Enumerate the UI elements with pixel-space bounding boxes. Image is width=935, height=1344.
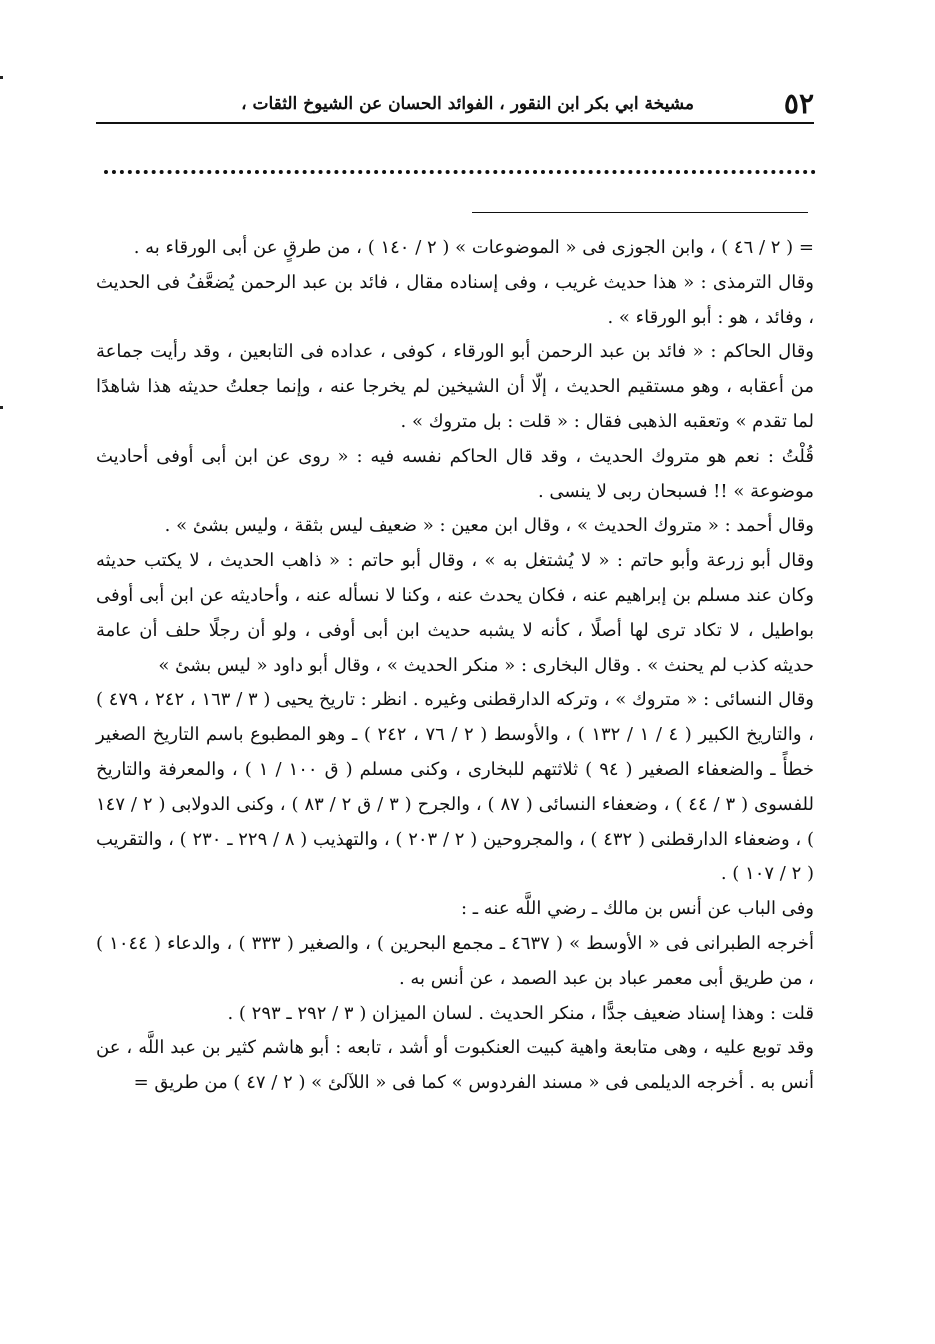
dotted-separator: [104, 170, 816, 174]
footnote-text: [96, 231, 814, 1101]
paragraph: وقال الترمذى : « هذا حديث غريب ، وفى إسناده مقال ، فائد بن عبد الرحمن يُضعَّفُ فى الحديث ، وفائد ، هو : أبو الورقاء » .: [96, 271, 814, 328]
page-header: [96, 86, 814, 122]
paragraph: أخرجه الطبرانى فى « الأوسط » ( ٤٦٣٧ ـ مجمع البحرين ) ، والصغير ( ٣٣٣ ) ، والدعاء ( ١٠٤٤ ) ، من طريق أبى معمر عباد بن عبد الصمد ، عن أنس به .: [96, 932, 814, 989]
scan-edge-mark: [0, 406, 3, 409]
page-number: ٥٢: [783, 87, 814, 120]
scan-edge-mark: [0, 76, 3, 79]
paragraph: وقد توبع عليه ، وهى متابعة واهية كبيت العنكبوت أو أشد ، تابعه : أبو هاشم كثير بن عبد اللَّه ، عن أنس به . أخرجه الديلمى فى « مسند الفردوس » كما فى « اللآلئ » ( ٢ / ٤٧ ) من طريق =: [96, 1037, 814, 1094]
paragraph: = ( ٢ / ٤٦ ) ، وابن الجوزى فى « الموضوعات » ( ٢ / ١٤٠ ) ، من طرقٍ عن أبى الورقاء به .: [133, 237, 814, 258]
paragraph: وفى الباب عن أنس بن مالك ـ رضي اللَّه عنه ـ :: [461, 898, 814, 920]
paragraph: وقال النسائى : « متروك » ، وتركه الدارقطنى وغيره . انظر : تاريخ يحيى ( ٣ / ١٦٣ ، ٢٤٢ ، ٤٧٩ ) ، والتاريخ الكبير ( ٤ / ١ / ١٣٢ ) ، والأوسط ( ٢ / ٧٦ ، ٢٤٢ ) ـ وهو المطبوع باسم التاريخ الصغير خطأً ـ والضعفاء الصغير ( ٩٤ ) ثلاثتهم للبخارى ، وكنى مسلم ( ق ١٠٠ / ١ ) ، والمعرفة والتاريخ للفسوى ( ٣ / ٤٤ ) ، وضعفاء النسائى ( ٨٧ ) ، والجرح ( ٣ / ق ٢ / ٨٣ ) ، وكنى الدولابى ( ٢ / ١٤٧ ) ، وضعفاء الدارقطنى ( ٤٣٢ ) ، والمجروحين ( ٢ / ٢٠٣ ) ، والتهذيب ( ٨ / ٢٢٩ ـ ٢٣٠ ) ، والتقريب ( ٢ / ١٠٧ ) .: [96, 689, 814, 885]
header-rule: [96, 122, 814, 124]
paragraph: وقال أحمد : « متروك الحديث » ، وقال ابن معين : « ضعيف ليس بثقة ، وليس بشئ » .: [164, 515, 814, 537]
running-title: مشيخة ابي بكر ابن النقور ، الفوائد الحسان عن الشيوخ الثقات ،: [241, 94, 694, 114]
paragraph: قلت : وهذا إسناد ضعيف جدًّا ، منكر الحديث . لسان الميزان ( ٣ / ٢٩٢ ـ ٢٩٣ ) .: [227, 1002, 814, 1024]
paragraph: وقال الحاكم : « فائد بن عبد الرحمن أبو الورقاء ، كوفى ، عداده فى التابعين ، وقد رأيت جماعة من أعقابه ، وهو مستقيم الحديث ، إلّا أن الشيخين لم يخرجا عنه ، وإنما جعلتُ حديثه هذا شاهدًا لما تقدم » وتعقبه الذهبى فقال : « قلت : بل متروك » .: [96, 341, 814, 432]
paragraph: قُلْتُ : نعم هو متروك الحديث ، وقد قال الحاكم نفسه فيه : « روى عن ابن أبى أوفى أحاديث موضوعة » !! فسبحان ربى لا ينسى .: [96, 445, 814, 502]
footnote-rule: [472, 212, 808, 213]
paragraph: وقال أبو زرعة وأبو حاتم : « لا يُشتغل به » ، وقال أبو حاتم : « ذاهب الحديث ، لا يكتب حديثه وكان عند مسلم بن إبراهيم عنه ، فكان يحدث عنه ، وكنا لا نسأله عنه ، وأحاديثه عن ابن أبى أوفى بواطيل ، لا تكاد ترى لها أصلًا ، كأنه لا يشبه حديث ابن أبى أوفى ، ولو أن رجلًا حلف أن عامة حديثه كذب لم يحنث » . وقال البخارى : « منكر الحديث » ، وقال أبو داود « ليس بشئ »: [96, 550, 814, 676]
